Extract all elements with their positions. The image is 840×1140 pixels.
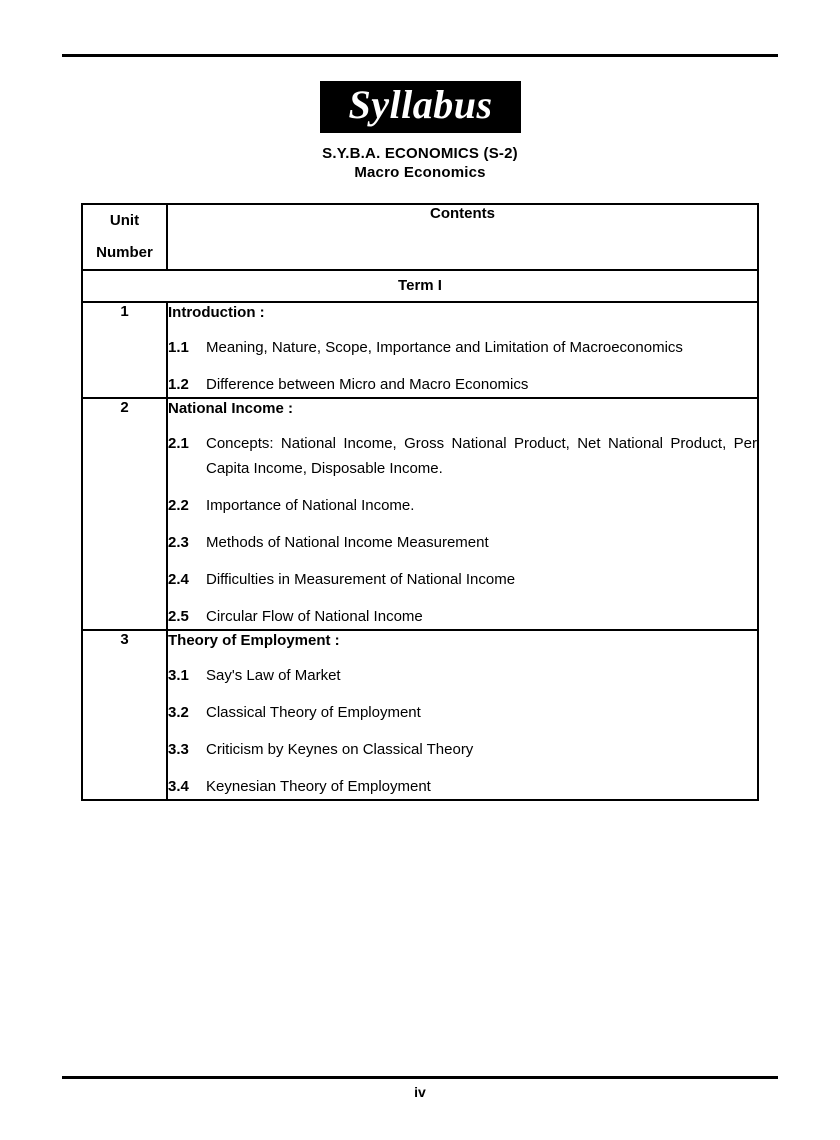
table-header-row [82,204,758,270]
topic-item [168,530,757,555]
unit-contents-cell [167,398,758,630]
topic-text: Difference between Micro and Macro Economics [206,376,529,393]
topic-number: 2.1 [168,435,189,452]
unit-contents-cell [167,302,758,398]
syllabus-title-text: Syllabus [348,82,493,127]
unit-heading: National Income : [168,400,294,417]
topic-item [168,737,757,762]
syllabus-title-banner [320,81,521,133]
topic-text: Methods of National Income Measurement [206,534,489,551]
unit-row [82,398,758,630]
course-subtitle [0,144,840,182]
topic-item [168,774,757,799]
page-number: iv [414,1084,426,1100]
unit-number-cell: 2 [82,398,167,630]
term-label: Term I [82,270,758,302]
contents-header: Contents [167,204,758,270]
course-code-line: S.Y.B.A. ECONOMICS (S-2) [322,145,518,162]
topic-number: 3.1 [168,667,189,684]
topic-text: Importance of National Income. [206,497,415,514]
topic-item [168,431,757,481]
topic-item [168,700,757,725]
unit-heading: Theory of Employment : [168,632,340,649]
topic-text: Circular Flow of National Income [206,608,423,625]
header-divider [62,54,778,57]
unit-row [82,302,758,398]
topic-item [168,604,757,629]
topic-number: 1.1 [168,339,189,356]
topic-number: 3.2 [168,704,189,721]
unit-contents-cell [167,630,758,800]
topic-text: Keynesian Theory of Employment [206,778,431,795]
topic-number: 1.2 [168,376,189,393]
topic-number: 2.4 [168,571,189,588]
footer-divider [62,1076,778,1079]
topic-item [168,372,757,397]
topic-number: 2.5 [168,608,189,625]
topic-text: Criticism by Keynes on Classical Theory [206,741,474,758]
topic-item [168,567,757,592]
course-name-line: Macro Economics [354,164,486,181]
syllabus-table [81,203,759,801]
unit-number-cell: 1 [82,302,167,398]
term-row [82,270,758,302]
topic-text: Concepts: National Income, Gross National Product, Net National Product, Per Capita Income, Disposable Income. [206,435,757,477]
unit-row [82,630,758,800]
unit-number-cell: 3 [82,630,167,800]
topic-text: Say's Law of Market [206,667,341,684]
topic-item [168,663,757,688]
topic-number: 3.4 [168,778,189,795]
unit-number-header-line2: Number [96,244,153,261]
unit-number-header-line1: Unit [109,212,140,229]
topic-text: Classical Theory of Employment [206,704,421,721]
topic-number: 2.2 [168,497,189,514]
topic-text: Meaning, Nature, Scope, Importance and Limitation of Macroeconomics [206,339,683,356]
unit-heading: Introduction : [168,304,265,321]
topic-item [168,493,757,518]
topic-number: 3.3 [168,741,189,758]
topic-item [168,335,757,360]
topic-number: 2.3 [168,534,189,551]
unit-number-header [82,204,167,270]
topic-text: Difficulties in Measurement of National Income [206,571,516,588]
